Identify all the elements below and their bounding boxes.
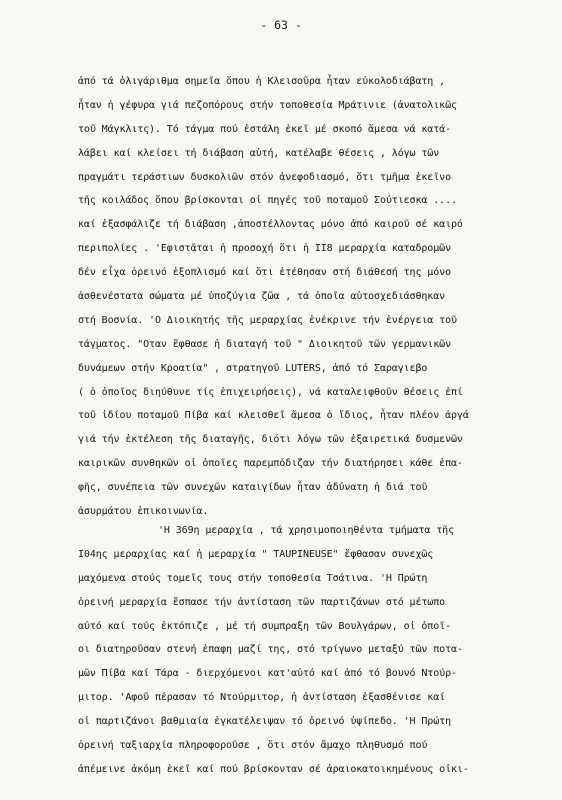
text-line: μαχόμενα στούς τομεῖς τους στήν τοποθεσία Τσάτινα. 'Η Πρώτη [78, 572, 428, 584]
text-line: οἱ παρτιζάνοι βαθμιαία ἐγκατέλειψαν τό ὀρεινό ὑψίπεδο. 'Η Πρώτη [78, 716, 451, 728]
text-line: περιπολίες . 'Εφιστᾶται ἡ προσοχή ὅτι ἡ ΙΙ8 μεραρχία καταδρομῶν [78, 243, 451, 255]
text-line: αὐτό καί τούς ἐκτόπιζε , μέ τή συμπραξη τῶν Βουλγάρων, οἱ ὁποῖ- [78, 620, 451, 632]
text-line: ( ὁ ὁποῖος διηύθυνε τίς ἐπιχειρήσεις), νά καταλειφθοῦν θέσεις ἐπί [78, 386, 463, 398]
text-line: ἀσθενέστατα σώματα μέ ὑποζύγια ζῶα , τά ὁποῖα αὐτοσχεδιάσθηκαν [78, 291, 446, 303]
text-line: ἀπέμεινε ἀκόμη ἐκεῖ καί πού βρίσκονταν σέ ἀραιοκατοικημένους οἰκι- [78, 763, 469, 775]
text-line: πραγμάτι τεράστιων δυσκολιῶν στόν ἀνεφοδιασμό, ὅτι τμῆμα ἐκεῖνο [78, 171, 451, 183]
text-line: οι διατηροῦσαν στενή ἐπαφη μαζί της, στό τρίγωνο μεταξύ τῶν ποτα- [78, 644, 463, 656]
text-line: καιρικῶν συνθηκῶν οἱ ὁποῖες παρεμπόδιζαν τήν διατήρησει κάθε ἐπα- [78, 458, 463, 470]
text-line: τάγματος. "Οταν ἔφθασε ἡ διαταγή τοῦ " Διοικητοῦ τῶν γερμανικῶν [78, 338, 451, 350]
text-line: ὀρεινή ταξιαρχία πληροφοροῦσε , ὅτι στόν ἄμαχο πληθυσμό πού [78, 740, 428, 752]
text-line: τοῦ ἰδίου ποταμοῦ Πίβα καί κλεισθεῖ ἄμεσα ὁ ἴδιος, ἦταν πλέον ἀργά [78, 410, 469, 422]
text-line: φῆς, συνέπεια τῶν συνεχῶν καταιγίδων ἦταν ἀδύνατη ἡ διά τοῦ [78, 482, 428, 494]
text-line: τῆς κοιλάδος ὅπου βρίσκονται οἱ πηγές τοῦ ποταμοῦ Σούτιεσκα .... [78, 195, 457, 207]
text-line: ὀρεινή μεραρχία ἔσπασε τήν ἀντίσταση τῶν παρτιζάνων στό μέτωπο [78, 596, 446, 608]
text-line: δυνάμεων στήν Κροατία" , στρατηγοῦ LUTERS, ἀπό τό Σαραγιεβο [78, 362, 428, 374]
text-line: δέν εἶχα ὀρεινό ἐξοπλισμό καί ὅτι ἐτέθησαν στή διάθεσή της μόνο [78, 267, 451, 279]
text-line: γιά τήν ἐκτέλεση τῆς διαταγῆς, διότι λόγω τῶν ἐξαιρετικά δυσμενῶν [78, 434, 463, 446]
paragraph-2 [78, 519, 553, 782]
text-line: Ι04ης μεραρχίας καί ἡ μεραρχία " TAUPINEUSE" ἔφθασαν συνεχῶς [78, 548, 434, 560]
text-line: μιτορ. 'Αφοῦ πέρασαν τό Ντούρμιτορ, ἡ ἀντίσταση ἐξασθένισε καί [78, 692, 446, 704]
page-number: - 63 - [260, 18, 302, 32]
paragraph-1 [78, 70, 553, 524]
text-line: ἀπό τά ὀλιγάριθμα σημεῖα ὅπου ἡ Κλεισοῦρα ἦταν εὐκολοδιάβατη , [78, 76, 446, 87]
text-line: στή Βοσνία. 'Ο Διοικητής τῆς μεραρχίας ἐνέκρινε τήν ἐνέργεια τοῦ [78, 314, 457, 326]
text-line: ἀσυρμάτου ἐπικοινωνία. [78, 506, 209, 518]
text-line: λάβει καί κλείσει τή διάβαση αὐτή, κατέλαβε θέσεις , λόγω τῶν [78, 147, 440, 159]
text-line: μῶν Πίβα καί Τάρα - διερχόμενοι κατ'αὐτό καί ἀπό τό βουνό Ντούρ- [78, 668, 457, 680]
text-line: ἦταν ἡ γέφυρα γιά πεζοπόρους στήν τοποθεσία Μράτινιε (ἀνατολικῶς [78, 99, 457, 111]
text-line: 'Η 369η μεραρχία , τά χρησιμοποιηθέντα τμήματα τῆς [158, 525, 455, 536]
text-line: καί ἐξασφάλιζε τή διάβαση ,ἀποστέλλοντας μόνο ἀπό καιροῦ σέ καιρό [78, 219, 463, 231]
text-line: τοῦ Μάγκλιτς). Τό τάγμα πού ἐστάλη ἐκεῖ μέ σκοπό ἄμεσα νά κατά- [78, 123, 451, 135]
